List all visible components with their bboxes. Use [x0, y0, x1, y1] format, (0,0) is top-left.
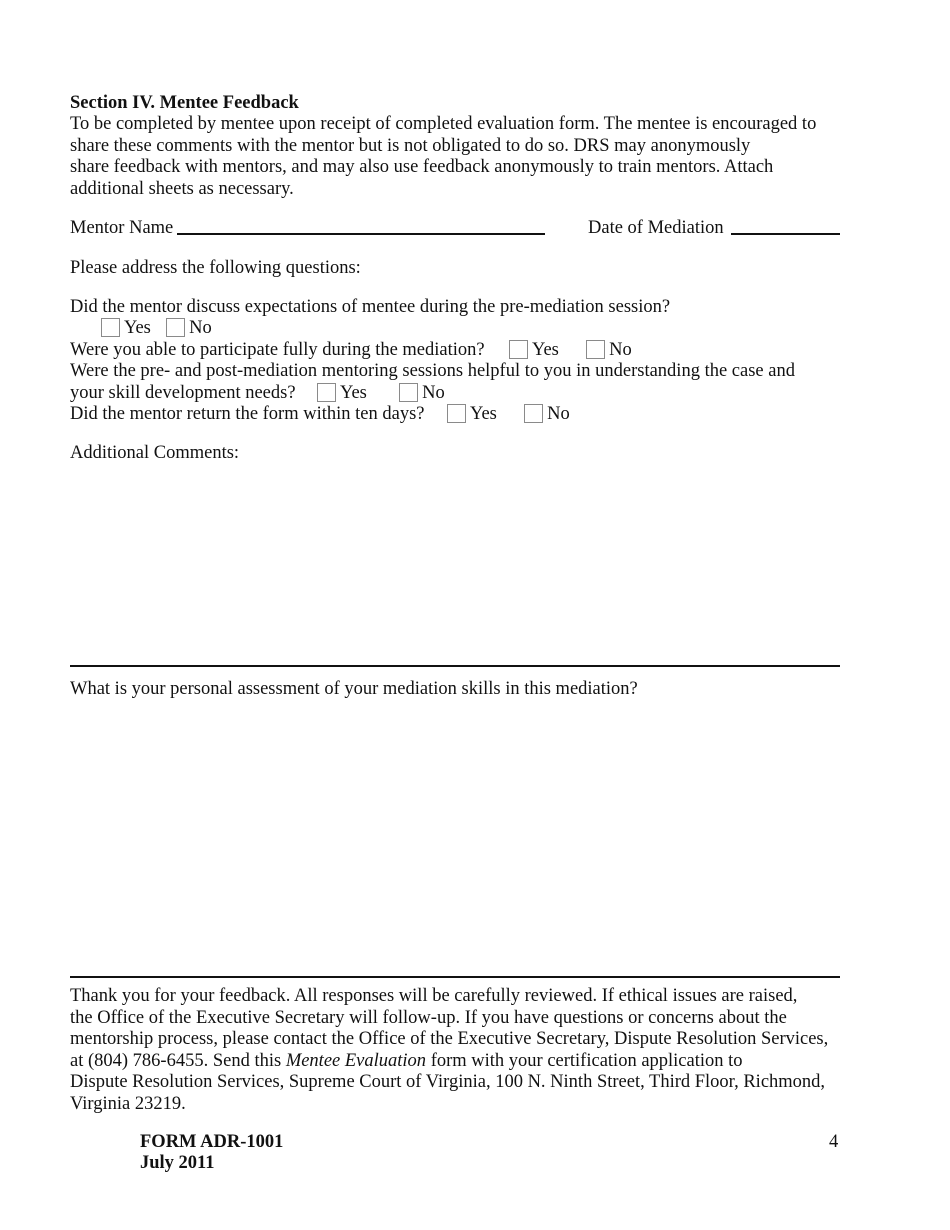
footer-date: July 2011 [140, 1153, 215, 1173]
question-4-yes-checkbox[interactable] [447, 404, 466, 423]
question-1-text: Did the mentor discuss expectations of mentee during the pre-mediation session? [70, 297, 671, 317]
questions-intro: Please address the following questions: [70, 258, 361, 278]
question-1-yes-checkbox[interactable] [101, 318, 120, 337]
closing-line-4-pre: at (804) 786-6455. Send this [70, 1051, 286, 1071]
question-4-text: Did the mentor return the form within ten days? [70, 404, 425, 424]
intro-line-1: To be completed by mentee upon receipt of completed evaluation form. The mentee is encouraged to [70, 114, 817, 134]
question-2-yes-checkbox[interactable] [509, 340, 528, 359]
question-3-options [317, 383, 445, 405]
question-4-no-checkbox[interactable] [524, 404, 543, 423]
question-3-text-line-1: Were the pre- and post-mediation mentoring sessions helpful to you in understanding the case and [70, 361, 795, 381]
question-4-no-label: No [547, 404, 570, 424]
question-2-no-label: No [609, 340, 632, 360]
question-2-no-checkbox[interactable] [586, 340, 605, 359]
closing-line-6: Virginia 23219. [70, 1094, 186, 1114]
page-number: 4 [829, 1132, 839, 1152]
question-2-text: Were you able to participate fully during the mediation? [70, 340, 485, 360]
question-2-options [509, 340, 632, 362]
additional-comments-label: Additional Comments: [70, 443, 240, 463]
intro-line-4: additional sheets as necessary. [70, 179, 294, 199]
question-4-options [447, 404, 570, 426]
additional-comments-rule [70, 665, 840, 667]
closing-line-4-italic: Mentee Evaluation [285, 1051, 427, 1071]
closing-line-4 [70, 1051, 743, 1073]
date-of-mediation-label: Date of Mediation [588, 218, 724, 238]
date-of-mediation-field[interactable] [731, 233, 840, 235]
closing-line-2: the Office of the Executive Secretary will follow-up. If you have questions or concerns about the [70, 1008, 787, 1028]
question-4-yes-label: Yes [469, 404, 497, 424]
mentor-name-label: Mentor Name [70, 218, 174, 238]
question-3-yes-label: Yes [339, 383, 367, 403]
assessment-area[interactable] [70, 702, 840, 974]
question-2-yes-label: Yes [531, 340, 559, 360]
question-3-no-label: No [422, 383, 445, 403]
question-3-no-checkbox[interactable] [399, 383, 418, 402]
question-1-no-checkbox[interactable] [166, 318, 185, 337]
question-3-yes-checkbox[interactable] [317, 383, 336, 402]
assessment-label: What is your personal assessment of your mediation skills in this mediation? [70, 679, 638, 699]
question-1-yes-label: Yes [123, 318, 151, 338]
question-1-no-label: No [189, 318, 212, 338]
closing-line-3: mentorship process, please contact the Office of the Executive Secretary, Dispute Resolution Services, [70, 1029, 829, 1049]
closing-line-5: Dispute Resolution Services, Supreme Court of Virginia, 100 N. Ninth Street, Third Floor, Richmond, [70, 1072, 826, 1092]
footer-form-id: FORM ADR-1001 [140, 1132, 284, 1152]
mentor-name-field[interactable] [177, 233, 545, 235]
question-1-options [101, 318, 212, 340]
intro-line-2: share these comments with the mentor but is not obligated to do so. DRS may anonymously [70, 136, 751, 156]
intro-line-3: share feedback with mentors, and may also use feedback anonymously to train mentors. Attach [70, 157, 774, 177]
closing-line-4-post: form with your certification application to [426, 1051, 743, 1071]
closing-line-1: Thank you for your feedback. All responses will be carefully reviewed. If ethical issues are raised, [70, 986, 798, 1006]
section-title: Section IV. Mentee Feedback [70, 93, 299, 113]
question-3-text-line-2: your skill development needs? [70, 383, 296, 403]
additional-comments-area[interactable] [70, 466, 840, 664]
assessment-rule [70, 976, 840, 978]
